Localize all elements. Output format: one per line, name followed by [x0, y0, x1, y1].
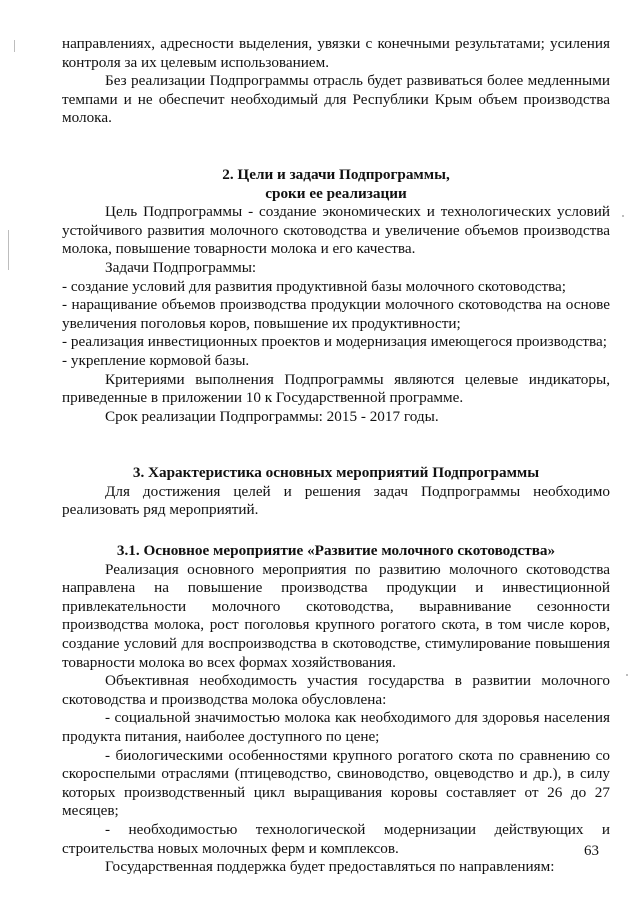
list-item: - наращивание объемов производства продукции молочного скотоводства на основе увеличения поголовья коров, повышение их продуктивности;: [62, 296, 610, 332]
paragraph: Государственная поддержка будет предоставляться по направлениям:: [105, 858, 555, 876]
paragraph: Объективная необходимость участия государства в развитии молочного скотоводства и производства молока обусловлена:: [62, 672, 610, 708]
list-item: - биологическими особенностями крупного рогатого скота по сравнению со скороспелыми отраслями (птицеводство, свиноводство, овцеводство и др.), в силу которых производственный цикл выращивания коровы составляет от 26 до 27 месяцев;: [62, 746, 610, 820]
page-number: 63: [584, 843, 599, 859]
scan-margin-mark: [626, 674, 628, 676]
paragraph: Для достижения целей и решения задач Подпрограммы необходимо реализовать ряд мероприятий.: [62, 482, 610, 519]
list-item: - создание условий для развития продуктивной базы молочного скотоводства;: [62, 277, 567, 295]
paragraph: Цель Подпрограммы - создание экономических и технологических условий устойчивого развития молочного скотоводства и увеличение объемов производства молока, повышение товарности молока и его качества.: [62, 203, 610, 258]
list-item: - социальной значимостью молока как необходимого для здоровья населения продукта питания, наиболее доступного по цене;: [62, 709, 610, 745]
paragraph: Критериями выполнения Подпрограммы являются целевые индикаторы, приведенные в приложении 10 к Государственной программе.: [62, 370, 610, 407]
list-item: - реализация инвестиционных проектов и модернизация имеющегося производства;: [62, 333, 607, 351]
paragraph: направлениях, адресности выделения, увязки с конечными результатами; усиления контроля за их целевым использованием.: [62, 35, 610, 71]
section-heading: сроки ее реализации: [265, 184, 407, 202]
document-body: [62, 35, 610, 877]
list-item: - необходимостью технологической модернизации действующих и строительства новых молочных ферм и комплексов.: [62, 820, 610, 857]
scan-margin-mark: [8, 230, 9, 270]
paragraph: Задачи Подпрограммы:: [105, 258, 257, 276]
list-item: - укрепление кормовой базы.: [62, 351, 250, 369]
section-heading: 3. Характеристика основных мероприятий Подпрограммы: [132, 464, 540, 482]
subsection-heading: 3.1. Основное мероприятие «Развитие молочного скотоводства»: [116, 542, 556, 560]
scan-margin-mark: [14, 40, 15, 52]
paragraph: Без реализации Подпрограммы отрасль будет развиваться более медленными темпами и не обеспечит необходимый для Республики Крым объем производства молока.: [62, 72, 610, 127]
paragraph: Срок реализации Подпрограммы: 2015 - 2017 годы.: [105, 407, 439, 425]
paragraph: Реализация основного мероприятия по развитию молочного скотоводства направлена на повышение производства продукции и инвестиционной привлекательности молочного скотоводства, выравнивание сезонности производства молока, рост поголовья крупного рогатого скота, в том числе коров, создание условий для воспроизводства в скотоводстве, стимулирование повышения товарности молока во всех формах хозяйствования.: [62, 560, 610, 671]
section-heading: 2. Цели и задачи Подпрограммы,: [222, 165, 450, 183]
scan-margin-mark: [622, 215, 624, 217]
